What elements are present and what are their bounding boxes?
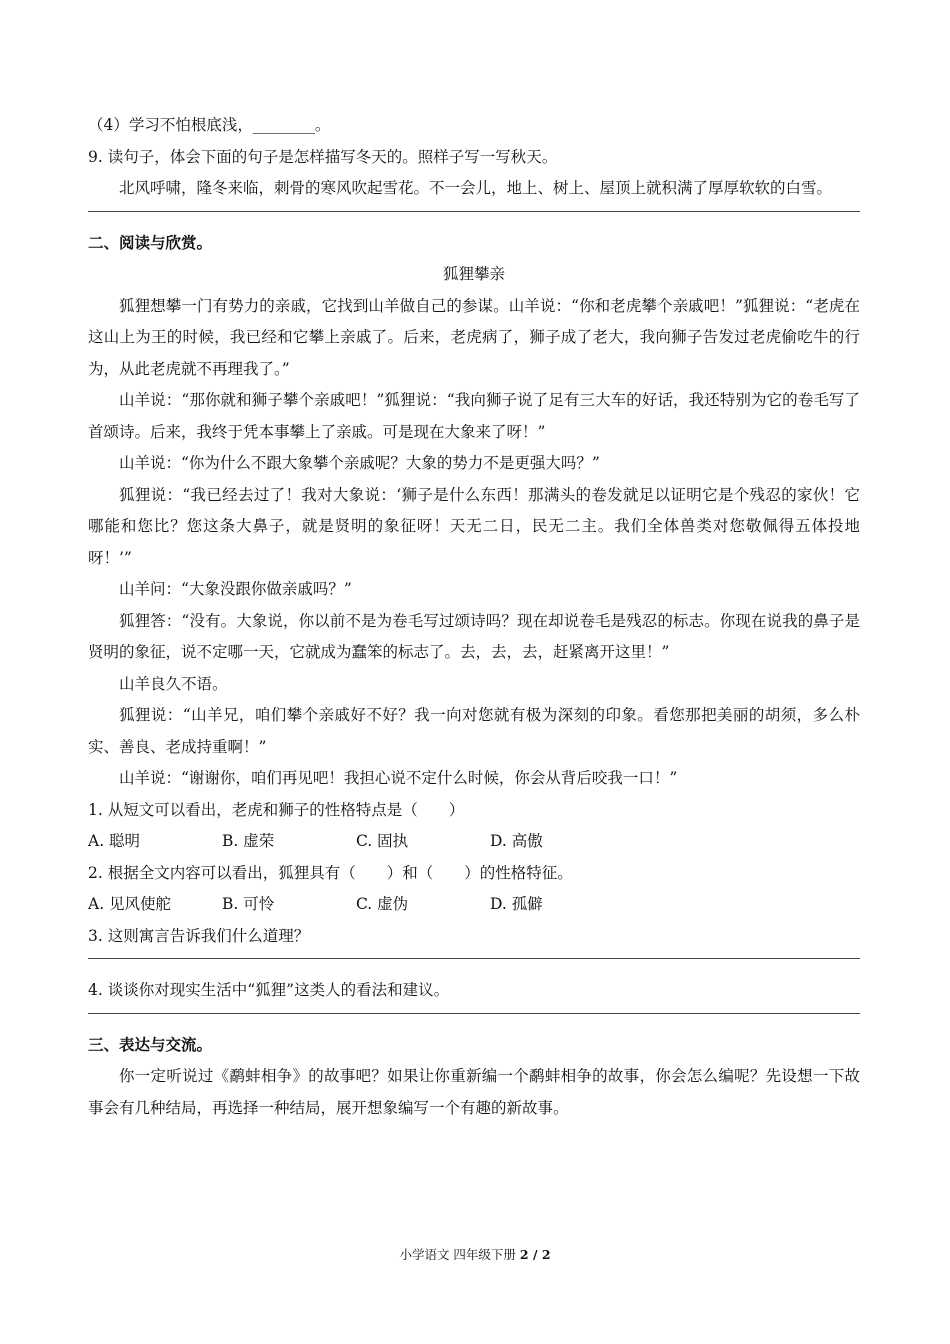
story-paragraph: 山羊说：“谢谢你，咱们再见吧！我担心说不定什么时候，你会从背后咬我一口！”: [119, 769, 678, 787]
question-2-prompt: 2. 根据全文内容可以看出，狐狸具有（ ）和（ ）的性格特征。: [88, 863, 573, 882]
story-paragraph: 山羊说：“那你就和狮子攀个亲戚吧！”狐狸说：“我向狮子说了足有三大车的好话，我还特别为它的卷毛写了首颂诗。后来，我终于凭本事攀上了亲戚。可是现在大象来了呀！”: [88, 391, 860, 441]
question-4-prompt: 4. 谈谈你对现实生活中“狐狸”这类人的看法和建议。: [88, 981, 450, 999]
story-paragraph: 狐狸答：“没有。大象说，你以前不是为卷毛写过颂诗吗？现在却说卷毛是残忍的标志。你现在说我的鼻子是贤明的象征，说不定哪一天，它就成为蠢笨的标志了。去，去，去，赶紧离开这里！”: [88, 611, 860, 661]
option-a[interactable]: A. 聪明: [88, 832, 141, 850]
q9-prompt: 9. 读句子，体会下面的句子是怎样描写冬天的。照样子写一写秋天。: [88, 147, 558, 166]
story-paragraph: 狐狸想攀一门有势力的亲戚，它找到山羊做自己的参谋。山羊说：“你和老虎攀个亲戚吧！”狐狸说：“老虎在这山上为王的时候，我已经和它攀上亲戚了。后来，老虎病了，狮子成了老大，我向狮子告发过老虎偷吃牛的行为，从此老虎就不再理我了。”: [88, 296, 860, 378]
option-d[interactable]: D. 高傲: [490, 832, 543, 850]
story-paragraph: 山羊说：“你为什么不跟大象攀个亲戚呢？大象的势力不是更强大吗？”: [119, 454, 600, 472]
option-b[interactable]: B. 可怜: [222, 895, 275, 913]
section3-text: 你一定听说过《鹬蚌相争》的故事吧？如果让你重新编一个鹬蚌相争的故事，你会怎么编呢？先设想一下故事会有几种结局，再选择一种结局，展开想象编写一个有趣的新故事。: [88, 1067, 860, 1117]
option-c[interactable]: C. 固执: [356, 832, 409, 850]
footer-text: 小学语文 四年级下册: [399, 1247, 520, 1262]
section2-heading: 二、阅读与欣赏。: [88, 233, 213, 252]
option-c[interactable]: C. 虚伪: [356, 895, 409, 913]
option-d[interactable]: D. 孤僻: [490, 895, 543, 913]
worksheet-page: [88, 110, 860, 1124]
answer-line[interactable]: [88, 958, 860, 959]
question-1-prompt: 1. 从短文可以看出，老虎和狮子的性格特点是（ ）: [88, 800, 465, 819]
section3-heading: 三、表达与交流。: [88, 1035, 213, 1054]
story-title: 狐狸攀亲: [442, 265, 505, 283]
story-paragraph: 山羊良久不语。: [119, 674, 228, 693]
q8-item-4: （4）学习不怕根底浅，________。: [88, 116, 331, 134]
question-3-prompt: 3. 这则寓言告诉我们什么道理？: [88, 926, 310, 945]
answer-line[interactable]: [88, 1013, 860, 1014]
story-paragraph: 狐狸说：“山羊兄，咱们攀个亲戚好不好？我一向对您就有极为深刻的印象。看您那把美丽的胡须，多么朴实、善良、老成持重啊！”: [88, 706, 860, 756]
option-a[interactable]: A. 见风使舵: [88, 895, 172, 913]
option-b[interactable]: B. 虚荣: [222, 832, 275, 850]
q9-example: 北风呼啸，隆冬来临，刺骨的寒风吹起雪花。不一会儿，地上、树上、屋顶上就积满了厚厚软软的白雪。: [119, 179, 833, 197]
page-number: 2 / 2: [519, 1247, 551, 1262]
story-paragraph: 狐狸说：“我已经去过了！我对大象说：‘狮子是什么东西！那满头的卷发就足以证明它是个残忍的家伙！它哪能和您比？您这条大鼻子，就是贤明的象征呀！天无二日，民无二主。我们全体兽类对您敬佩得五体投地呀！’”: [88, 485, 860, 567]
page-footer: [0, 1245, 950, 1263]
question-2-options: [88, 889, 860, 921]
story-paragraph: 山羊问：“大象没跟你做亲戚吗？”: [119, 580, 352, 598]
answer-line[interactable]: [88, 211, 860, 212]
question-1-options: [88, 826, 860, 858]
